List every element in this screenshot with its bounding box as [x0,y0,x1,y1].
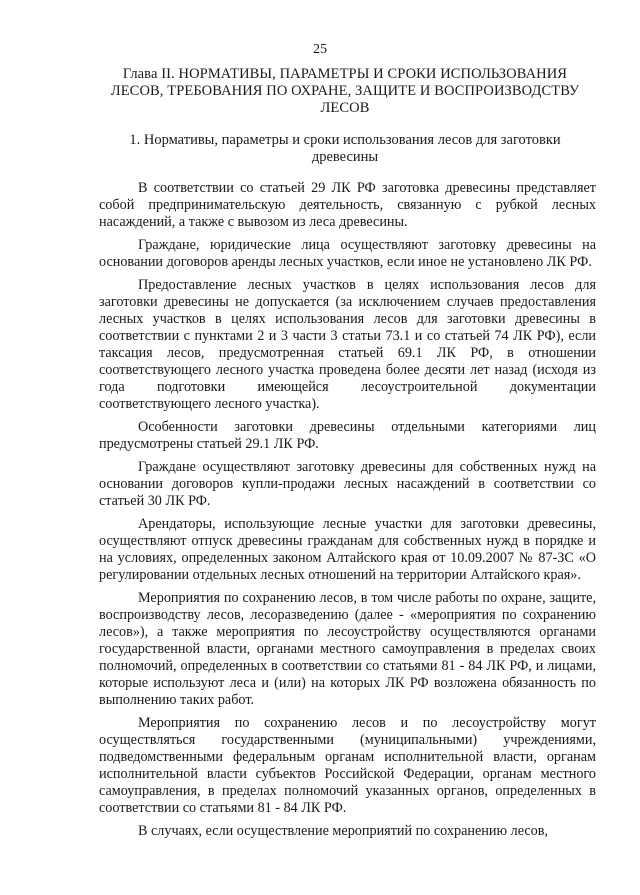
paragraph: Мероприятия по сохранению лесов, в том числе работы по охране, защите, воспроизводству лесов, лесоразведению (далее - «мероприятия по сохранению лесов»), а также мероприятия по лесоустройству осуществляются органами государственной власти, органами местного самоуправления в пределах своих полномочий, определенных в соответствии со статьями 81 - 84 ЛК РФ, и лицами, которые используют леса и (или) на которых ЛК РФ возложена обязанность по выполнению таких работ. [99,590,596,708]
page-number: 25 [313,42,327,57]
paragraph: Предоставление лесных участков в целях использования лесов для заготовки древесины не допускается (за исключением случаев предоставления лесных участков в целях использования лесов для заготовки древесины в соответствии с пунктами 2 и 3 части 3 статьи 73.1 и со статьей 74 ЛК РФ), если таксация лесов, предусмотренная статьей 69.1 ЛК РФ, в отношении соответствующего лесного участка проведена более десяти лет назад (исходя из года подготовки имеющейся лесоустроительной документации соответствующего лесного участка). [99,277,596,412]
paragraph: Граждане осуществляют заготовку древесины для собственных нужд на основании договоров купли-продажи лесных насаждений в соответствии со статьей 30 ЛК РФ. [99,459,596,509]
chapter-title: Глава II. НОРМАТИВЫ, ПАРАМЕТРЫ И СРОКИ ИСПОЛЬЗОВАНИЯ ЛЕСОВ, ТРЕБОВАНИЯ ПО ОХРАНЕ, ЗАЩИТЕ И ВОСПРОИЗВОДСТВУ ЛЕСОВ [110,66,580,116]
paragraph: В случаях, если осуществление мероприятий по сохранению лесов, [138,823,548,839]
paragraph: Особенности заготовки древесины отдельными категориями лиц предусмотрены статьей 29.1 ЛК РФ. [99,419,596,452]
paragraph: Граждане, юридические лица осуществляют заготовку древесины на основании договоров аренды лесных участков, если иное не установлено ЛК РФ. [99,237,596,270]
section-title: 1. Нормативы, параметры и сроки использования лесов для заготовки древесины [129,132,561,165]
paragraph: В соответствии со статьей 29 ЛК РФ заготовка древесины представляет собой предпринимательскую деятельность, связанную с рубкой лесных насаждений, а также с вывозом из леса древесины. [99,180,596,230]
paragraph: Мероприятия по сохранению лесов и по лесоустройству могут осуществляться государственными (муниципальными) учреждениями, подведомственными федеральным органам исполнительной власти, органам исполнительной власти субъектов Российской Федерации, органам местного самоуправления, в пределах полномочий указанных органов, определенных в соответствии со статьями 81 - 84 ЛК РФ. [99,715,596,816]
body-text [99,180,596,840]
paragraph: Арендаторы, использующие лесные участки для заготовки древесины, осуществляют отпуск древесины гражданам для собственных нужд в порядке и на условиях, определенных законом Алтайского края от 10.09.2007 № 87-ЗС «О регулировании отдельных лесных отношений на территории Алтайского края». [99,516,596,583]
